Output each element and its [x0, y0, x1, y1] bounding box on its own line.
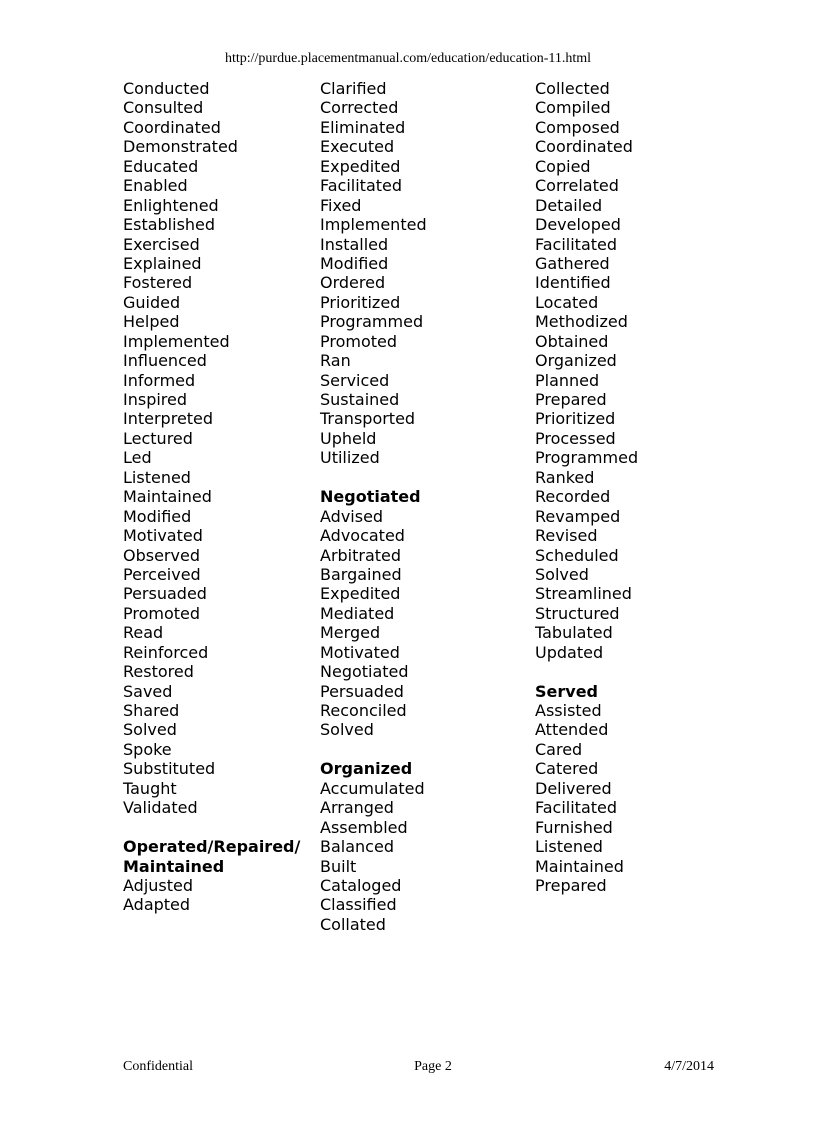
word-item: Spoke — [123, 739, 172, 759]
section-heading: Maintained — [123, 856, 225, 876]
word-item: Collected — [535, 79, 610, 98]
word-item: Led — [123, 448, 152, 468]
word-item: Built — [320, 856, 357, 876]
word-item: Detailed — [535, 195, 603, 215]
word-item: Motivated — [320, 642, 400, 662]
word-item: Exercised — [123, 234, 200, 254]
word-item: Shared — [123, 701, 180, 720]
word-item: Copied — [535, 156, 591, 176]
word-item: Streamlined — [535, 584, 632, 604]
section-heading: Served — [535, 681, 598, 701]
word-item: Consulted — [123, 98, 204, 118]
spacer — [123, 818, 300, 837]
word-item: Upheld — [320, 428, 377, 448]
word-item: Motivated — [123, 526, 203, 546]
word-column-1 — [123, 79, 300, 915]
word-item: Promoted — [123, 603, 201, 623]
word-item: Adapted — [123, 895, 191, 915]
word-item: Cared — [535, 739, 583, 759]
word-item: Composed — [535, 117, 620, 137]
word-item: Corrected — [320, 98, 399, 118]
word-item: Classified — [320, 895, 397, 915]
word-item: Implemented — [123, 331, 230, 351]
word-item: Taught — [123, 778, 177, 798]
word-item: Mediated — [320, 603, 395, 623]
word-item: Interpreted — [123, 409, 214, 429]
word-item: Established — [123, 215, 216, 235]
word-item: Modified — [123, 506, 192, 526]
word-item: Adjusted — [123, 875, 194, 895]
word-item: Programmed — [535, 448, 639, 468]
word-item: Validated — [123, 798, 198, 818]
word-item: Installed — [320, 234, 389, 254]
word-item: Expedited — [320, 156, 401, 176]
word-item: Substituted — [123, 759, 216, 779]
word-item: Delivered — [535, 778, 612, 798]
word-item: Cataloged — [320, 875, 402, 895]
word-item: Furnished — [535, 817, 613, 837]
word-item: Utilized — [320, 448, 380, 468]
word-item: Observed — [123, 545, 200, 565]
header-url: http://purdue.placementmanual.com/education/education-11.html — [224, 51, 592, 66]
word-item: Prepared — [535, 390, 607, 409]
word-item: Listened — [123, 467, 191, 487]
word-item: Revised — [535, 526, 598, 546]
word-item: Clarified — [320, 79, 387, 98]
word-item: Inspired — [123, 390, 188, 409]
word-item: Persuaded — [123, 584, 207, 604]
word-item: Prepared — [535, 875, 607, 895]
spacer — [320, 468, 427, 487]
word-item: Arranged — [320, 798, 394, 818]
word-item: Conducted — [123, 79, 210, 98]
word-item: Prioritized — [320, 292, 401, 312]
word-item: Compiled — [535, 98, 611, 118]
word-item: Solved — [535, 564, 589, 584]
word-item: Gathered — [535, 253, 610, 273]
word-item: Assembled — [320, 817, 408, 837]
footer-date: 4/7/2014 — [664, 1059, 714, 1074]
word-item: Facilitated — [535, 234, 618, 254]
word-item: Executed — [320, 137, 395, 157]
word-item: Read — [123, 623, 164, 643]
word-item: Modified — [320, 253, 389, 273]
word-item: Methodized — [535, 312, 628, 332]
word-item: Eliminated — [320, 117, 406, 137]
word-item: Maintained — [535, 856, 624, 876]
word-item: Reinforced — [123, 642, 209, 662]
word-item: Expedited — [320, 584, 401, 604]
word-item: Organized — [535, 351, 617, 371]
word-item: Maintained — [123, 487, 212, 507]
footer-page-number: Page 2 — [414, 1059, 452, 1074]
word-item: Solved — [123, 720, 177, 740]
word-item: Ordered — [320, 273, 386, 293]
word-item: Updated — [535, 642, 604, 662]
word-item: Arbitrated — [320, 545, 402, 565]
word-item: Coordinated — [123, 117, 221, 137]
word-item: Scheduled — [535, 545, 619, 565]
word-item: Enabled — [123, 176, 188, 196]
word-item: Coordinated — [535, 137, 633, 157]
word-item: Fixed — [320, 195, 362, 215]
word-item: Programmed — [320, 312, 424, 332]
word-item: Facilitated — [535, 798, 618, 818]
word-item: Identified — [535, 273, 611, 293]
word-item: Listened — [535, 837, 603, 857]
spacer — [535, 662, 638, 681]
word-item: Located — [535, 292, 599, 312]
word-item: Enlightened — [123, 195, 219, 215]
word-item: Informed — [123, 370, 196, 390]
word-item: Sustained — [320, 390, 400, 409]
word-item: Correlated — [535, 176, 619, 196]
word-item: Transported — [320, 409, 416, 429]
word-item: Promoted — [320, 331, 398, 351]
word-item: Structured — [535, 603, 620, 623]
footer-confidential: Confidential — [123, 1059, 193, 1074]
word-item: Obtained — [535, 331, 609, 351]
word-item: Accumulated — [320, 778, 425, 798]
word-item: Bargained — [320, 564, 402, 584]
word-item: Planned — [535, 370, 600, 390]
word-item: Fostered — [123, 273, 193, 293]
word-column-3 — [535, 79, 638, 895]
word-item: Attended — [535, 720, 609, 740]
word-item: Persuaded — [320, 681, 404, 701]
word-item: Restored — [123, 662, 194, 682]
word-item: Advocated — [320, 526, 405, 546]
word-column-2 — [320, 79, 427, 934]
word-item: Processed — [535, 428, 616, 448]
section-heading: Negotiated — [320, 487, 421, 507]
section-heading: Operated/Repaired/ — [123, 837, 301, 857]
word-item: Demonstrated — [123, 137, 238, 157]
word-item: Perceived — [123, 564, 201, 584]
word-item: Implemented — [320, 215, 427, 235]
word-item: Influenced — [123, 351, 207, 371]
word-item: Prioritized — [535, 409, 616, 429]
word-item: Solved — [320, 720, 374, 740]
word-item: Lectured — [123, 428, 193, 448]
word-item: Helped — [123, 312, 180, 332]
spacer — [320, 740, 427, 759]
word-item: Facilitated — [320, 176, 403, 196]
word-item: Advised — [320, 506, 384, 526]
word-item: Merged — [320, 623, 381, 643]
section-heading: Organized — [320, 759, 413, 779]
word-item: Assisted — [535, 701, 602, 720]
word-item: Revamped — [535, 506, 621, 526]
word-item: Reconciled — [320, 701, 407, 720]
word-item: Balanced — [320, 837, 394, 857]
word-item: Serviced — [320, 370, 390, 390]
word-item: Negotiated — [320, 662, 409, 682]
word-item: Catered — [535, 759, 599, 779]
word-item: Tabulated — [535, 623, 613, 643]
word-item: Explained — [123, 253, 202, 273]
word-item: Recorded — [535, 487, 611, 507]
word-item: Guided — [123, 292, 181, 312]
word-item: Educated — [123, 156, 199, 176]
word-item: Ranked — [535, 467, 595, 487]
word-item: Ran — [320, 351, 351, 371]
word-item: Collated — [320, 914, 386, 934]
word-item: Developed — [535, 215, 621, 235]
word-item: Saved — [123, 681, 173, 701]
